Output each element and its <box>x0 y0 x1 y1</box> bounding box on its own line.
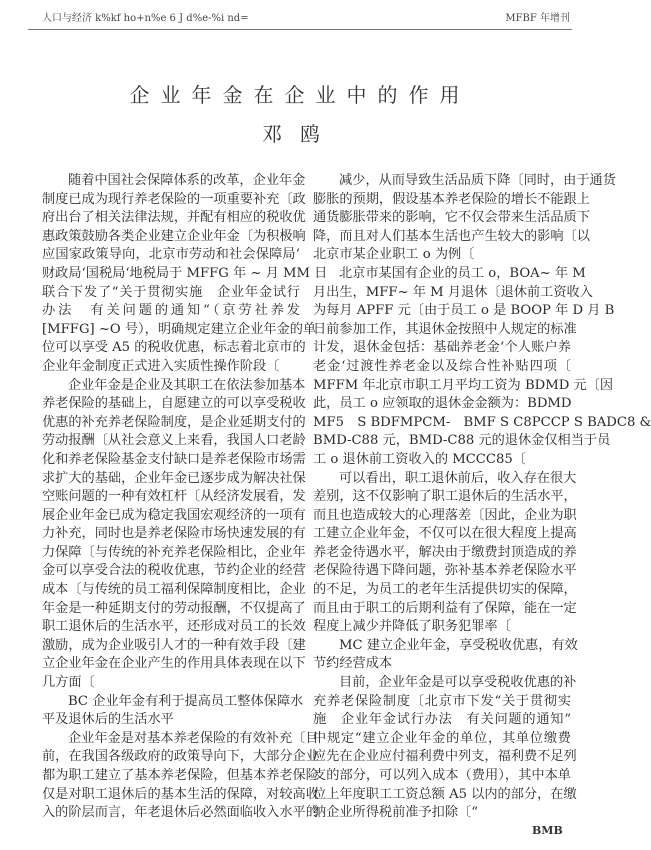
issue-label: MFBF 年增刊 <box>505 13 570 24</box>
text-line: 求扩大的基础，企业年金已逐步成为解决社保 <box>42 470 306 486</box>
text-line: 优惠的补充养老保险制度，是企业延期支付的 <box>42 414 306 430</box>
text-line: 减少，从而导致生活品质下降〔同时，由于通货 <box>339 173 616 188</box>
paragraph <box>313 172 616 265</box>
paragraph <box>313 674 577 823</box>
text-line: 充养老保险制度〔北京市下发“关于贯彻实 <box>313 693 571 709</box>
text-line: 立企业年金在企业产生的作用具体表现在以下 <box>42 656 306 672</box>
text-line: 计发，退休金包括：基础养老金‘个人账户养 <box>313 340 571 356</box>
text-line: 年金是一种延期支付的劳动报酬，不仅提高了 <box>42 600 306 616</box>
text-line: 金可以享受合法的税收优惠，节约企业的经营 <box>42 563 306 579</box>
text-line: 空账问题的一种有效杠杆〔从经济发展看，发 <box>42 489 306 505</box>
paragraph <box>42 172 328 377</box>
paragraph <box>313 265 651 470</box>
text-line: 节约经营成本 <box>313 656 393 672</box>
text-line: 支的部分，可以列入成本（费用），其中本单 <box>313 768 571 783</box>
text-line: BC 企业年金有利于提高员工整体保障水 <box>68 693 304 709</box>
text-line: 劳动报酬〔从社会意义上来看，我国人口老龄 <box>42 433 306 449</box>
text-line: 养老保险的基础上，自愿建立的可以享受税收 <box>42 396 306 412</box>
text-line: 几方面〔 <box>42 675 95 691</box>
text-line: 前，在我国各级政府的政策导向下，大部分企业 <box>42 749 319 765</box>
text-line: 企业年金是对基本养老保险的有效补充〔目 <box>68 730 319 746</box>
paragraph <box>42 693 304 730</box>
text-line: 工 o 退休前工资收入的 MCCC85〔 <box>313 451 526 467</box>
text-line: 膨胀的预期，假设基本养老保险的增长不能跟上 <box>313 191 590 207</box>
text-line: 力保障〔与传统的补充养老保险相比，企业年 <box>42 544 306 560</box>
right-column <box>313 172 651 823</box>
text-line: 联合下发了“关于贯彻实施 企业年金试行 <box>42 284 300 300</box>
text-line: 北京市某企业职工 o 为例〔 <box>313 247 475 263</box>
text-line: 财政局‘国税局‘地税局于 MFFG 年 ~ 月 MM 日 <box>42 265 328 281</box>
text-line: 施 企业年金试行办法 有关问题的通知“ <box>313 712 571 728</box>
text-line: 通货膨胀带来的影响，它不仅会带来生活品质下 <box>313 210 590 226</box>
text-line: 仅是对职工退休后的基本生活的保障，对较高收 <box>42 786 319 802</box>
text-line: 的不足，为员工的老年生活提供切实的保障， <box>313 582 577 598</box>
text-line: 此，员工 o 应领取的退休金金额为：BDMD <box>313 396 572 412</box>
text-line: 老金‘过渡性养老金以及综合性补贴四项〔 <box>313 358 571 374</box>
text-line: 而且由于职工的后期利益有了保障，能在一定 <box>313 600 577 616</box>
text-line: 程度上减少并降低了职务犯罪率〔 <box>313 619 511 635</box>
text-line: 展企业年金已成为稳定我国宏观经济的一项有 <box>42 507 306 523</box>
text-line: 办法 有关问题的通知“（京劳社养发 <box>42 303 300 319</box>
text-line: MF5 S BDFMPCM- BMF S C8PCCP S BADC8 & <box>313 414 651 430</box>
text-line: 北京市某国有企业的员工 o，BOA~ 年 M <box>339 265 586 281</box>
paragraph <box>42 377 306 693</box>
text-line: 差别，这不仅影响了职工退休后的生活水平， <box>313 489 577 505</box>
text-line: 中规定“建立企业年金的单位，其单位缴费 <box>313 730 571 746</box>
text-line: 入的阶层而言，年老退休后必然面临收入水平的 <box>42 805 319 821</box>
text-line: MC 建立企业年金，享受税收优惠，有效 <box>339 637 578 653</box>
text-line: 月出生，MFF~ 年 M 月退休〔退休前工资收入 <box>313 284 593 300</box>
text-line: 平及退休后的生活水平 <box>42 712 174 728</box>
text-line: 成本〔与传统的员工福利保障制度相比，企业 <box>42 582 306 598</box>
text-line: 惠政策鼓励各类企业建立企业年金〔为积极响 <box>42 228 306 244</box>
text-line: 养老金待遇水平，解决由于缴费封顶造成的养 <box>313 544 577 560</box>
text-line: 激励，成为企业吸引人才的一种有效手段〔建 <box>42 637 306 653</box>
text-line: 府出台了相关法律法规，并配有相应的税收优 <box>42 210 306 226</box>
paragraph <box>313 637 578 674</box>
text-line: 位上年度职工工资总额 A5 以内的部分，在缴 <box>313 786 577 802</box>
left-column <box>42 172 328 823</box>
text-line: 纳企业所得税前准予扣除〔“ <box>313 805 478 821</box>
paragraph <box>313 470 577 637</box>
text-line: 应先在企业应付福利费中列支，福利费不足列 <box>313 749 577 765</box>
text-line: 位可以享受 A5 的税收优惠，标志着北京市的 <box>42 340 306 356</box>
paragraph <box>42 730 319 823</box>
text-line: 职工退休后的生活水平，还形成对员工的长效 <box>42 619 306 635</box>
text-line: 化和养老保险基金支付缺口是养老保险市场需 <box>42 451 306 467</box>
header-divider <box>28 29 572 30</box>
text-line: 日前参加工作，其退休金按照中人规定的标准 <box>313 321 577 337</box>
text-line: 为每月 APFF 元〔由于员工 o 是 BOOP 年 D 月 B <box>313 303 615 319</box>
article-author: 邓鸥 <box>262 122 338 146</box>
text-line: 都为职工建立了基本养老保险，但基本养老保险 <box>42 768 319 783</box>
text-line: 降，而且对人们基本生活也产生较大的影响〔以 <box>313 228 590 244</box>
text-line: 应国家政策导向，北京市劳动和社会保障局‘ <box>42 247 300 263</box>
text-line: 而且也造成较大的心理落差〔因此，企业为职 <box>313 507 577 523</box>
text-line: 制度已成为现行养老保险的一项重要补充〔政 <box>42 191 306 207</box>
text-line: 老保险待遇下降问题，弥补基本养老保险水平 <box>313 563 577 579</box>
journal-header: 人口与经济 k%kf ho+n%e 6 J d%e-%i nd= <box>42 13 249 24</box>
text-line: 企业年金是企业及其职工在依法参加基本 <box>68 377 306 393</box>
article-title: 企业年金在企业中的作用 <box>129 83 471 107</box>
text-line: 工建立企业年金，不仅可以在很大程度上提高 <box>313 526 577 542</box>
text-line: BMD-C88 元，BMD-C88 元的退休金仅相当于员 <box>313 433 611 449</box>
text-line: MFFM 年北京市职工月平均工资为 BDMD 元〔因 <box>313 377 614 393</box>
text-line: 企业年金制度正式进入实质性操作阶段〔 <box>42 358 280 374</box>
text-line: 目前，企业年金是可以享受税收优惠的补 <box>339 675 577 691</box>
text-line: [MFFG] ~O 号），明确规定建立企业年金的单 <box>42 321 317 337</box>
text-line: 力补充，同时也是养老保险市场快速发展的有 <box>42 526 306 542</box>
text-line: 可以看出，职工退休前后，收入存在很大 <box>339 470 577 486</box>
page-number: BMB <box>532 824 563 837</box>
text-line: 随着中国社会保障体系的改革，企业年金 <box>68 173 306 188</box>
